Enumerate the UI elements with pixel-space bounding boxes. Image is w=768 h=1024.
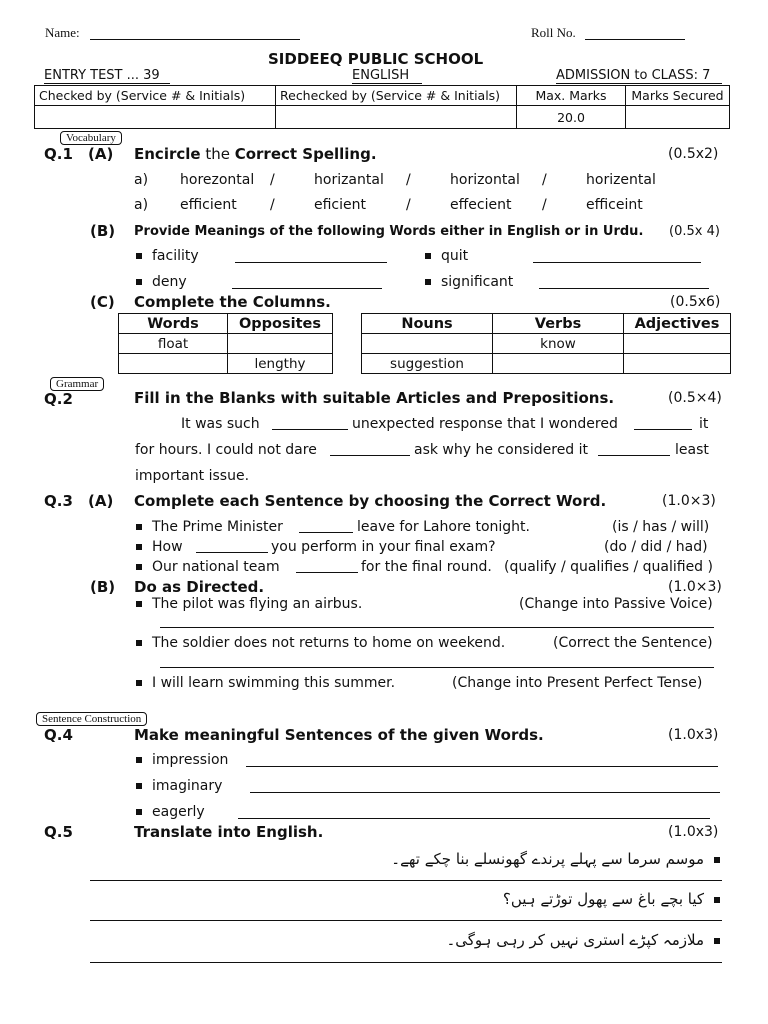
answer-line[interactable] — [539, 288, 709, 289]
q2-text: it — [699, 416, 709, 432]
col-opposites: Opposites — [228, 314, 333, 334]
q2-text: ask why he considered it — [414, 442, 589, 458]
q2-text: for hours. I could not dare — [135, 442, 317, 458]
q1a-marks: (0.5x2) — [668, 146, 719, 162]
answer-line[interactable] — [250, 792, 720, 793]
roll-label: Roll No. — [531, 25, 576, 40]
q1c-title: Complete the Columns. — [134, 293, 331, 311]
q1b-title: Provide Meanings of the following Words either in English or in Urdu. — [134, 224, 644, 239]
q4-word: impression — [136, 752, 228, 768]
q5-title: Translate into English. — [134, 823, 324, 841]
spell-option[interactable]: horizental — [586, 172, 656, 188]
q3a-options: (qualify / qualifies / qualified ) — [504, 559, 713, 575]
q1b-marks: (0.5x 4) — [669, 224, 720, 239]
cell-suggestion: suggestion — [362, 354, 493, 374]
q3a-text: leave for Lahore tonight. — [357, 519, 530, 535]
urdu-sentence: کیا بچے باغ سے پھول توڑتے ہیں؟ — [503, 890, 720, 908]
q1c-marks: (0.5x6) — [670, 294, 721, 310]
roll-line[interactable] — [585, 39, 685, 40]
q3a-text: for the final round. — [361, 559, 492, 575]
q3b-marks: (1.0×3) — [668, 579, 722, 595]
word-facility: facility — [136, 248, 199, 264]
answer-line[interactable] — [238, 818, 710, 819]
q2-text: unexpected response that I wondered — [352, 416, 618, 432]
q4-title: Make meaningful Sentences of the given Words. — [134, 726, 544, 744]
blank-line[interactable] — [272, 429, 348, 430]
marks-table — [34, 85, 730, 129]
q2-marks: (0.5×4) — [668, 390, 722, 406]
subject: ENGLISH — [352, 68, 410, 83]
section-grammar: Grammar — [50, 377, 104, 391]
q3a-item: How — [136, 539, 183, 555]
answer-cell[interactable] — [228, 334, 333, 354]
answer-line[interactable] — [533, 262, 701, 263]
q3b-item: I will learn swimming this summer. — [136, 675, 395, 691]
q4-word: eagerly — [136, 804, 205, 820]
name-line[interactable] — [90, 39, 300, 40]
spell-option[interactable]: horizantal — [314, 172, 384, 188]
spell-option[interactable]: horezontal — [180, 172, 255, 188]
cell-lengthy: lengthy — [228, 354, 333, 374]
checked-by-header: Checked by (Service # & Initials) — [35, 86, 276, 106]
spell-option[interactable]: efficeint — [586, 197, 643, 213]
answer-cell[interactable] — [624, 354, 731, 374]
q1c-label: (C) — [90, 293, 115, 311]
school-name: SIDDEEQ PUBLIC SCHOOL — [268, 50, 484, 68]
urdu-sentence: ملازمہ کپڑے استری نہیں کر رہی ہوگی۔ — [446, 931, 720, 949]
checked-by-cell[interactable] — [35, 106, 276, 129]
entry-test: ENTRY TEST ... 39 — [44, 68, 160, 83]
col-nouns: Nouns — [362, 314, 493, 334]
col-verbs: Verbs — [493, 314, 624, 334]
q2-title: Fill in the Blanks with suitable Articles and Prepositions. — [134, 389, 615, 407]
opposites-table — [118, 313, 333, 374]
answer-cell[interactable] — [119, 354, 228, 374]
q4-number: Q.4 — [44, 726, 73, 744]
spell-option[interactable]: efficient — [180, 197, 237, 213]
q3a-item: Our national team — [136, 559, 280, 575]
spell-option[interactable]: eficient — [314, 197, 366, 213]
q3a-title: Complete each Sentence by choosing the Correct Word. — [134, 492, 607, 510]
q1a-label: (A) — [88, 145, 114, 163]
blank-line[interactable] — [296, 572, 358, 573]
blank-line[interactable] — [598, 455, 670, 456]
section-sentence-construction: Sentence Construction — [36, 712, 147, 726]
blank-line[interactable] — [196, 552, 268, 553]
q1b-label: (B) — [90, 222, 116, 240]
q3a-item: The Prime Minister — [136, 519, 283, 535]
q5-marks: (1.0x3) — [668, 824, 719, 840]
rechecked-by-header: Rechecked by (Service # & Initials) — [276, 86, 517, 106]
word-deny: deny — [136, 274, 187, 290]
answer-line[interactable] — [232, 288, 382, 289]
rechecked-by-cell[interactable] — [276, 106, 517, 129]
q1-number: Q.1 — [44, 145, 73, 163]
q3a-marks: (1.0×3) — [662, 493, 716, 509]
q3b-instruction: (Change into Passive Voice) — [519, 596, 713, 612]
q2-text: important issue. — [135, 468, 250, 484]
blank-line[interactable] — [330, 455, 410, 456]
q3a-label: (A) — [88, 492, 114, 510]
q3-number: Q.3 — [44, 492, 73, 510]
q3b-instruction: (Change into Present Perfect Tense) — [452, 675, 703, 691]
answer-line[interactable] — [160, 627, 714, 628]
admission-class: ADMISSION to CLASS: 7 — [556, 68, 711, 83]
q3b-title: Do as Directed. — [134, 578, 265, 596]
word-significant: significant — [425, 274, 513, 290]
answer-line[interactable] — [160, 667, 714, 668]
word-quit: quit — [425, 248, 468, 264]
q2-text: least — [675, 442, 709, 458]
spell-option[interactable]: effecient — [450, 197, 512, 213]
answer-cell[interactable] — [493, 354, 624, 374]
q3b-label: (B) — [90, 578, 116, 596]
q4-marks: (1.0x3) — [668, 727, 719, 743]
blank-line[interactable] — [634, 429, 692, 430]
q3a-options: (do / did / had) — [604, 539, 708, 555]
cell-float: float — [119, 334, 228, 354]
col-words: Words — [119, 314, 228, 334]
q3b-instruction: (Correct the Sentence) — [553, 635, 713, 651]
answer-line[interactable] — [235, 262, 387, 263]
answer-line[interactable] — [90, 962, 722, 963]
q2-number: Q.2 — [44, 390, 73, 408]
q3a-text: you perform in your final exam? — [271, 539, 496, 555]
q1a-title: Encircle the Correct Spelling. — [134, 145, 377, 163]
name-label: Name: — [45, 25, 80, 40]
q3a-options: (is / has / will) — [612, 519, 710, 535]
answer-cell[interactable] — [624, 334, 731, 354]
marks-secured-header: Marks Secured — [626, 86, 730, 106]
answer-line[interactable] — [246, 766, 718, 767]
cell-know: know — [493, 334, 624, 354]
q2-text: It was such — [181, 416, 260, 432]
q3b-item: The soldier does not returns to home on weekend. — [136, 635, 505, 651]
urdu-sentence: موسم سرما سے پہلے پرندے گھونسلے بنا چکے تھے۔ — [391, 850, 720, 868]
col-adjectives: Adjectives — [624, 314, 731, 334]
blank-line[interactable] — [299, 532, 353, 533]
max-marks-header: Max. Marks — [517, 86, 626, 106]
answer-cell[interactable] — [362, 334, 493, 354]
marks-secured-cell[interactable] — [626, 106, 730, 129]
q5-number: Q.5 — [44, 823, 73, 841]
answer-line[interactable] — [90, 880, 722, 881]
q3b-item: The pilot was flying an airbus. — [136, 596, 362, 612]
section-vocabulary: Vocabulary — [60, 131, 122, 145]
parts-of-speech-table — [361, 313, 731, 374]
q4-word: imaginary — [136, 778, 222, 794]
spell-option[interactable]: horizontal — [450, 172, 520, 188]
answer-line[interactable] — [90, 920, 722, 921]
max-marks-value: 20.0 — [517, 106, 626, 129]
